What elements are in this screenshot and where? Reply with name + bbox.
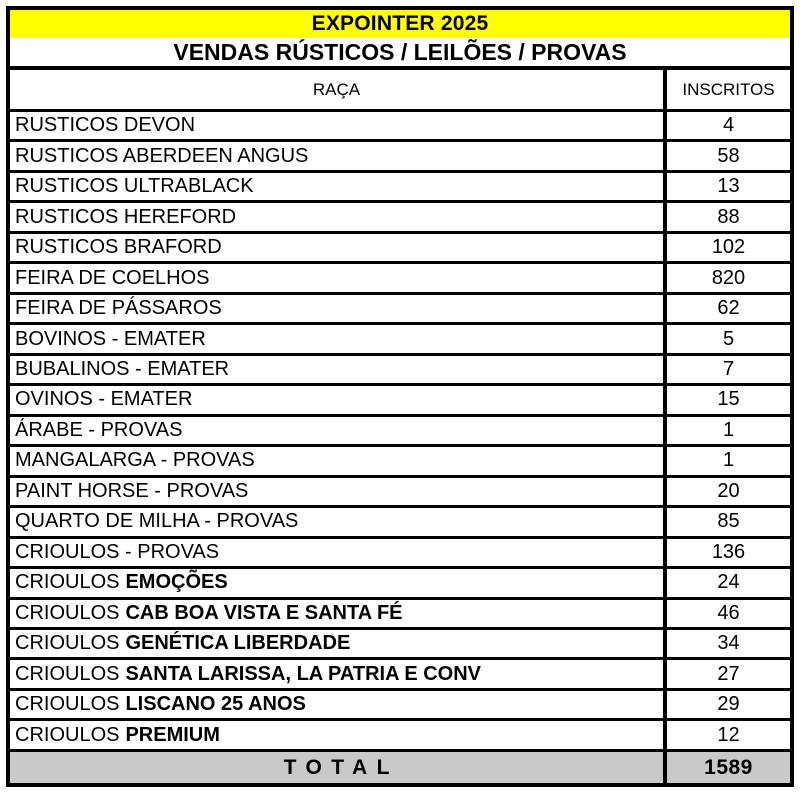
raca-prefix-text: CRIOULOS (15, 693, 120, 716)
raca-bold-text: EMOÇÕES (125, 571, 228, 594)
raca-cell (10, 600, 663, 627)
raca-cell (10, 660, 663, 687)
column-header-inscritos: INSCRITOS (663, 70, 790, 109)
inscritos-cell: 29 (663, 691, 790, 718)
table-row (10, 630, 790, 660)
table-row (10, 691, 790, 721)
inscritos-cell: 24 (663, 569, 790, 596)
raca-prefix-text: CRIOULOS (15, 632, 120, 655)
raca-cell (10, 721, 663, 748)
raca-prefix-text: RUSTICOS DEVON (15, 114, 196, 137)
raca-prefix-text: RUSTICOS BRAFORD (15, 236, 222, 259)
raca-prefix-text: QUARTO DE MILHA - PROVAS (15, 510, 299, 533)
raca-cell (10, 447, 663, 474)
inscritos-cell: 46 (663, 600, 790, 627)
title-banner (10, 10, 790, 38)
raca-prefix-text: FEIRA DE COELHOS (15, 266, 210, 289)
raca-prefix-text: CRIOULOS (15, 662, 120, 685)
registration-table (6, 6, 794, 787)
table-row (10, 234, 790, 264)
table-row (10, 478, 790, 508)
inscritos-cell: 102 (663, 234, 790, 261)
raca-prefix-text: CRIOULOS (15, 601, 120, 624)
table-row (10, 295, 790, 325)
raca-cell (10, 264, 663, 291)
raca-prefix-text: CRIOULOS (15, 571, 120, 594)
raca-prefix-text: ÁRABE - PROVAS (15, 418, 183, 441)
table-row (10, 508, 790, 538)
raca-bold-text: PREMIUM (125, 723, 220, 746)
raca-cell (10, 142, 663, 169)
raca-cell (10, 325, 663, 352)
inscritos-cell: 85 (663, 508, 790, 535)
table-row (10, 447, 790, 477)
inscritos-cell: 1 (663, 417, 790, 444)
raca-cell (10, 539, 663, 566)
raca-prefix-text: RUSTICOS ABERDEEN ANGUS (15, 144, 309, 167)
column-header-row (10, 70, 790, 112)
table-row (10, 264, 790, 294)
table-body (10, 112, 790, 752)
inscritos-cell: 820 (663, 264, 790, 291)
raca-prefix-text: BOVINOS - EMATER (15, 327, 206, 350)
raca-cell (10, 386, 663, 413)
inscritos-cell: 13 (663, 173, 790, 200)
subtitle-banner (10, 38, 790, 70)
table-row (10, 417, 790, 447)
raca-cell (10, 112, 663, 139)
inscritos-cell: 62 (663, 295, 790, 322)
raca-bold-text: CAB BOA VISTA E SANTA FÉ (125, 601, 403, 624)
table-row (10, 600, 790, 630)
raca-prefix-text: RUSTICOS HEREFORD (15, 205, 237, 228)
raca-cell (10, 356, 663, 383)
table-row (10, 112, 790, 142)
inscritos-cell: 1 (663, 447, 790, 474)
raca-cell (10, 173, 663, 200)
raca-prefix-text: BUBALINOS - EMATER (15, 357, 230, 380)
table-row (10, 173, 790, 203)
table-row (10, 539, 790, 569)
raca-prefix-text: CRIOULOS - PROVAS (15, 540, 220, 563)
table-row (10, 721, 790, 751)
inscritos-cell: 4 (663, 112, 790, 139)
table-row (10, 325, 790, 355)
inscritos-cell: 58 (663, 142, 790, 169)
inscritos-cell: 7 (663, 356, 790, 383)
inscritos-cell: 12 (663, 721, 790, 748)
raca-cell (10, 630, 663, 657)
table-row (10, 142, 790, 172)
raca-bold-text: SANTA LARISSA, LA PATRIA E CONV (125, 662, 482, 685)
raca-prefix-text: RUSTICOS ULTRABLACK (15, 175, 254, 198)
subtitle-text: VENDAS RÚSTICOS / LEILÕES / PROVAS (173, 38, 627, 65)
inscritos-cell: 88 (663, 203, 790, 230)
inscritos-cell: 34 (663, 630, 790, 657)
table-row (10, 356, 790, 386)
title-text: EXPOINTER 2025 (311, 12, 489, 35)
raca-cell (10, 569, 663, 596)
inscritos-cell: 20 (663, 478, 790, 505)
raca-bold-text: LISCANO 25 ANOS (125, 693, 306, 716)
inscritos-cell: 27 (663, 660, 790, 687)
table-row (10, 203, 790, 233)
inscritos-cell: 5 (663, 325, 790, 352)
raca-prefix-text: OVINOS - EMATER (15, 388, 193, 411)
total-value: 1589 (663, 752, 790, 783)
total-row (10, 752, 790, 783)
raca-cell (10, 295, 663, 322)
raca-bold-text: GENÉTICA LIBERDADE (125, 632, 351, 655)
raca-cell (10, 508, 663, 535)
inscritos-cell: 15 (663, 386, 790, 413)
raca-cell (10, 417, 663, 444)
raca-cell (10, 691, 663, 718)
raca-prefix-text: PAINT HORSE - PROVAS (15, 479, 249, 502)
raca-cell (10, 478, 663, 505)
total-label: TOTAL (283, 755, 399, 779)
raca-prefix-text: CRIOULOS (15, 723, 120, 746)
table-row (10, 569, 790, 599)
raca-prefix-text: FEIRA DE PÁSSAROS (15, 297, 222, 320)
table-row (10, 386, 790, 416)
inscritos-cell: 136 (663, 539, 790, 566)
raca-cell (10, 203, 663, 230)
raca-prefix-text: MANGALARGA - PROVAS (15, 449, 255, 472)
table-row (10, 660, 790, 690)
raca-cell (10, 234, 663, 261)
column-header-raca: RAÇA (312, 79, 361, 99)
